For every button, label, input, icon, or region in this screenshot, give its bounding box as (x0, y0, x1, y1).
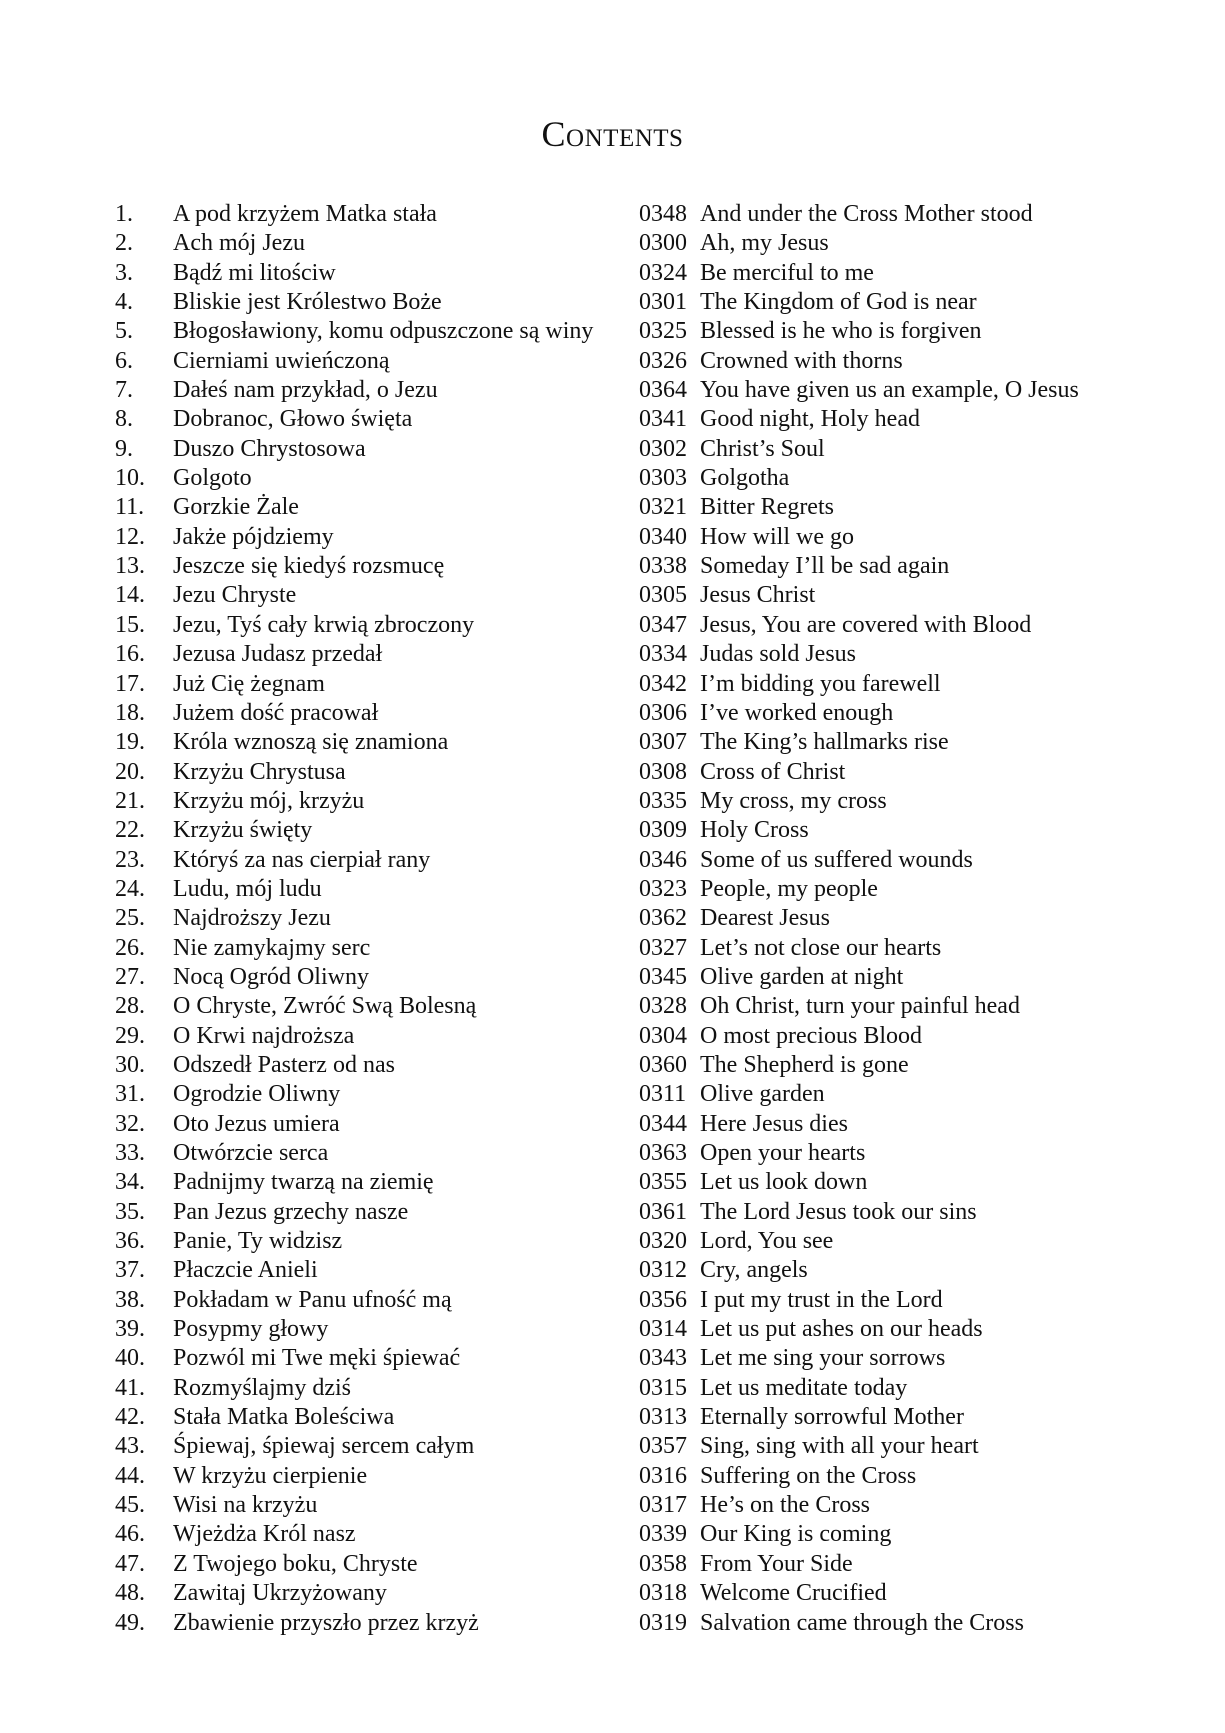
entry-number: 8. (115, 406, 133, 433)
entry-polish-title: Jużem dość pracował (173, 699, 379, 726)
entry-polish-title: Z Twojego boku, Chryste (173, 1550, 418, 1577)
entry-polish-title: Panie, Ty widzisz (173, 1228, 343, 1255)
contents-entry (0, 1110, 1225, 1139)
entry-english-title: How will we go (700, 523, 854, 550)
entry-number: 30. (115, 1051, 145, 1078)
entry-number: 23. (115, 846, 145, 873)
entry-polish-title: Jezu, Tyś cały krwią zbroczony (173, 611, 475, 638)
entry-english-title: Jesus, You are covered with Blood (700, 611, 1032, 638)
entry-number: 48. (115, 1580, 145, 1607)
entry-number: 35. (115, 1198, 145, 1225)
entry-number: 22. (115, 817, 145, 844)
entry-code: 0316 (639, 1462, 687, 1489)
contents-entry (0, 758, 1225, 787)
entry-code: 0314 (639, 1316, 687, 1343)
entry-polish-title: Bądź mi litościw (173, 259, 336, 286)
contents-entry (0, 846, 1225, 875)
entry-polish-title: O Krwi najdroższa (173, 1022, 355, 1049)
contents-entry (0, 670, 1225, 699)
entry-english-title: My cross, my cross (700, 787, 887, 814)
entry-code: 0325 (639, 318, 687, 345)
entry-number: 32. (115, 1110, 145, 1137)
entry-english-title: Christ’s Soul (700, 435, 825, 462)
contents-entry (0, 347, 1225, 376)
entry-number: 34. (115, 1169, 145, 1196)
entry-code: 0357 (639, 1433, 687, 1460)
entry-code: 0363 (639, 1140, 687, 1166)
entry-english-title: Let us put ashes on our heads (700, 1316, 983, 1343)
entry-english-title: Olive garden (700, 1081, 825, 1108)
entry-code: 0347 (639, 611, 687, 638)
entry-polish-title: Odszedł Pasterz od nas (173, 1051, 395, 1078)
entry-english-title: Oh Christ, turn your painful head (700, 993, 1020, 1020)
entry-number: 1. (115, 201, 133, 227)
entry-polish-title: Już Cię żegnam (173, 670, 325, 697)
entry-code: 0303 (639, 465, 687, 492)
entry-number: 41. (115, 1374, 145, 1401)
entry-polish-title: Wjeżdża Król nasz (173, 1521, 356, 1548)
entry-polish-title: Któryś za nas cierpiał rany (173, 846, 431, 873)
entry-english-title: Be merciful to me (700, 259, 874, 286)
contents-entry (0, 1286, 1225, 1315)
entry-english-title: Let’s not close our hearts (700, 934, 942, 961)
entry-code: 0317 (639, 1492, 687, 1519)
entry-number: 39. (115, 1316, 145, 1343)
entry-english-title: I’m bidding you farewell (700, 670, 941, 697)
entry-english-title: Open your hearts (700, 1140, 866, 1166)
contents-entry (0, 1139, 1225, 1168)
entry-code: 0300 (639, 230, 687, 257)
entry-code: 0362 (639, 905, 687, 932)
entry-english-title: Sing, sing with all your heart (700, 1433, 979, 1460)
entry-number: 19. (115, 729, 145, 756)
entry-polish-title: Dobranoc, Głowo święta (173, 406, 413, 433)
entry-english-title: Let us meditate today (700, 1374, 908, 1401)
entry-english-title: Holy Cross (700, 817, 809, 844)
entry-polish-title: Nocą Ogród Oliwny (173, 963, 369, 990)
entry-polish-title: Nie zamykajmy serc (173, 934, 371, 961)
contents-entry (0, 1550, 1225, 1579)
contents-entry (0, 288, 1225, 317)
entry-number: 6. (115, 347, 133, 374)
entry-english-title: Let us look down (700, 1169, 868, 1196)
contents-entry (0, 259, 1225, 288)
contents-entry (0, 992, 1225, 1021)
entry-code: 0340 (639, 523, 687, 550)
entry-english-title: Someday I’ll be sad again (700, 553, 950, 580)
entry-code: 0326 (639, 347, 687, 374)
entry-code: 0348 (639, 201, 687, 227)
entry-number: 2. (115, 230, 133, 257)
entry-english-title: Olive garden at night (700, 963, 904, 990)
entry-code: 0309 (639, 817, 687, 844)
entry-polish-title: Jezu Chryste (173, 582, 297, 609)
contents-entry (0, 464, 1225, 493)
entry-english-title: Golgotha (700, 465, 790, 492)
entry-polish-title: Pokładam w Panu ufność mą (173, 1286, 452, 1313)
entry-number: 10. (115, 465, 145, 492)
entry-code: 0346 (639, 846, 687, 873)
entry-polish-title: Duszo Chrystosowa (173, 435, 366, 462)
entry-english-title: Good night, Holy head (700, 406, 920, 433)
entry-code: 0360 (639, 1051, 687, 1078)
entry-number: 18. (115, 699, 145, 726)
contents-entry (0, 816, 1225, 845)
entry-polish-title: Jakże pójdziemy (173, 523, 334, 550)
entry-number: 45. (115, 1492, 145, 1519)
entry-number: 33. (115, 1140, 145, 1166)
entry-polish-title: Jezusa Judasz przedał (173, 641, 383, 668)
entry-number: 40. (115, 1345, 145, 1372)
entry-polish-title: O Chryste, Zwróć Swą Bolesną (173, 993, 477, 1020)
contents-entry (0, 875, 1225, 904)
contents-entry (0, 1256, 1225, 1285)
entry-code: 0328 (639, 993, 687, 1020)
entry-polish-title: Otwórzcie serca (173, 1140, 329, 1166)
entry-number: 38. (115, 1286, 145, 1313)
entry-english-title: Judas sold Jesus (700, 641, 857, 668)
entry-english-title: Bitter Regrets (700, 494, 834, 521)
contents-entry (0, 1432, 1225, 1461)
entry-polish-title: Ogrodzie Oliwny (173, 1081, 341, 1108)
entry-number: 42. (115, 1404, 145, 1431)
entry-number: 44. (115, 1462, 145, 1489)
entry-polish-title: A pod krzyżem Matka stała (173, 201, 437, 227)
contents-list (0, 200, 1225, 1638)
entry-code: 0302 (639, 435, 687, 462)
entry-polish-title: Posypmy głowy (173, 1316, 329, 1343)
entry-english-title: O most precious Blood (700, 1022, 922, 1049)
entry-english-title: Welcome Crucified (700, 1580, 887, 1607)
entry-english-title: Cry, angels (700, 1257, 808, 1284)
entry-number: 16. (115, 641, 145, 668)
entry-number: 17. (115, 670, 145, 697)
entry-english-title: Ah, my Jesus (700, 230, 829, 257)
contents-entry (0, 317, 1225, 346)
entry-number: 5. (115, 318, 133, 345)
entry-polish-title: Jeszcze się kiedyś rozsmucę (173, 553, 445, 580)
entry-polish-title: Ludu, mój ludu (173, 875, 322, 902)
contents-entry (0, 1462, 1225, 1491)
entry-code: 0327 (639, 934, 687, 961)
entry-number: 14. (115, 582, 145, 609)
contents-entry (0, 1609, 1225, 1638)
contents-entry (0, 581, 1225, 610)
entry-code: 0306 (639, 699, 687, 726)
contents-entry (0, 1080, 1225, 1109)
entry-code: 0315 (639, 1374, 687, 1401)
entry-code: 0323 (639, 875, 687, 902)
entry-english-title: You have given us an example, O Jesus (700, 377, 1079, 404)
contents-entry (0, 1227, 1225, 1256)
contents-entry (0, 1491, 1225, 1520)
entry-english-title: People, my people (700, 875, 878, 902)
entry-english-title: From Your Side (700, 1550, 853, 1577)
entry-english-title: I’ve worked enough (700, 699, 894, 726)
contents-entry (0, 1344, 1225, 1373)
entry-english-title: Eternally sorrowful Mother (700, 1404, 964, 1431)
entry-code: 0339 (639, 1521, 687, 1548)
contents-entry (0, 405, 1225, 434)
contents-entry (0, 229, 1225, 258)
entry-number: 46. (115, 1521, 145, 1548)
contents-entry (0, 523, 1225, 552)
entry-polish-title: Pan Jezus grzechy nasze (173, 1198, 409, 1225)
contents-entry (0, 1168, 1225, 1197)
contents-entry (0, 640, 1225, 669)
entry-polish-title: Wisi na krzyżu (173, 1492, 318, 1519)
entry-english-title: Dearest Jesus (700, 905, 830, 932)
entry-code: 0313 (639, 1404, 687, 1431)
entry-code: 0324 (639, 259, 687, 286)
entry-english-title: Jesus Christ (700, 582, 816, 609)
entry-english-title: The King’s hallmarks rise (700, 729, 949, 756)
entry-english-title: Blessed is he who is forgiven (700, 318, 982, 345)
entry-english-title: The Shepherd is gone (700, 1051, 909, 1078)
entry-number: 31. (115, 1081, 145, 1108)
entry-polish-title: Błogosławiony, komu odpuszczone są winy (173, 318, 594, 345)
entry-code: 0364 (639, 377, 687, 404)
entry-number: 15. (115, 611, 145, 638)
entry-number: 37. (115, 1257, 145, 1284)
entry-polish-title: Padnijmy twarzą na ziemię (173, 1169, 434, 1196)
entry-number: 20. (115, 758, 145, 785)
entry-number: 24. (115, 875, 145, 902)
entry-polish-title: Bliskie jest Królestwo Boże (173, 289, 442, 316)
entry-code: 0321 (639, 494, 687, 521)
entry-code: 0319 (639, 1609, 687, 1636)
entry-number: 47. (115, 1550, 145, 1577)
entry-polish-title: Cierniami uwieńczoną (173, 347, 390, 374)
entry-code: 0311 (639, 1081, 687, 1108)
entry-polish-title: Golgoto (173, 465, 252, 492)
entry-code: 0318 (639, 1580, 687, 1607)
entry-number: 27. (115, 963, 145, 990)
contents-entry (0, 728, 1225, 757)
entry-polish-title: Króla wznoszą się znamiona (173, 729, 449, 756)
entry-code: 0355 (639, 1169, 687, 1196)
entry-number: 21. (115, 787, 145, 814)
entry-code: 0344 (639, 1110, 687, 1137)
contents-entry (0, 200, 1225, 229)
entry-number: 7. (115, 377, 133, 404)
contents-entry (0, 904, 1225, 933)
contents-entry (0, 1579, 1225, 1608)
entry-number: 13. (115, 553, 145, 580)
entry-english-title: The Lord Jesus took our sins (700, 1198, 977, 1225)
entry-polish-title: Krzyżu Chrystusa (173, 758, 346, 785)
entry-code: 0358 (639, 1550, 687, 1577)
entry-number: 36. (115, 1228, 145, 1255)
entry-number: 49. (115, 1609, 145, 1636)
entry-polish-title: Krzyżu mój, krzyżu (173, 787, 365, 814)
entry-number: 25. (115, 905, 145, 932)
entry-code: 0305 (639, 582, 687, 609)
entry-polish-title: Zbawienie przyszło przez krzyż (173, 1609, 479, 1636)
entry-code: 0312 (639, 1257, 687, 1284)
entry-code: 0335 (639, 787, 687, 814)
entry-number: 29. (115, 1022, 145, 1049)
entry-english-title: Let me sing your sorrows (700, 1345, 946, 1372)
entry-code: 0342 (639, 670, 687, 697)
entry-code: 0308 (639, 758, 687, 785)
entry-number: 12. (115, 523, 145, 550)
contents-entry (0, 787, 1225, 816)
entry-english-title: Lord, You see (700, 1228, 834, 1255)
entry-number: 43. (115, 1433, 145, 1460)
entry-code: 0345 (639, 963, 687, 990)
entry-polish-title: Oto Jezus umiera (173, 1110, 340, 1137)
entry-code: 0307 (639, 729, 687, 756)
entry-polish-title: Dałeś nam przykład, o Jezu (173, 377, 438, 404)
contents-entry (0, 1520, 1225, 1549)
entry-english-title: Suffering on the Cross (700, 1462, 917, 1489)
contents-entry (0, 699, 1225, 728)
entry-number: 11. (115, 494, 145, 521)
entry-code: 0343 (639, 1345, 687, 1372)
entry-code: 0341 (639, 406, 687, 433)
entry-english-title: Cross of Christ (700, 758, 846, 785)
entry-code: 0304 (639, 1022, 687, 1049)
entry-polish-title: Stała Matka Boleściwa (173, 1404, 395, 1431)
entry-english-title: And under the Cross Mother stood (700, 201, 1033, 227)
entry-polish-title: Płaczcie Anieli (173, 1257, 318, 1284)
contents-entry (0, 1198, 1225, 1227)
entry-number: 4. (115, 289, 133, 316)
contents-entry (0, 963, 1225, 992)
page-title: Contents (541, 114, 684, 154)
entry-english-title: He’s on the Cross (700, 1492, 870, 1519)
entry-number: 26. (115, 934, 145, 961)
entry-polish-title: Pozwól mi Twe męki śpiewać (173, 1345, 461, 1372)
entry-number: 3. (115, 259, 133, 286)
entry-english-title: Some of us suffered wounds (700, 846, 973, 873)
contents-entry (0, 552, 1225, 581)
entry-polish-title: Krzyżu święty (173, 817, 313, 844)
entry-number: 9. (115, 435, 133, 462)
contents-entry (0, 1051, 1225, 1080)
entry-polish-title: Gorzkie Żale (173, 494, 299, 521)
contents-entry (0, 1374, 1225, 1403)
entry-polish-title: Ach mój Jezu (173, 230, 305, 257)
entry-code: 0338 (639, 553, 687, 580)
contents-entry (0, 1403, 1225, 1432)
contents-entry (0, 376, 1225, 405)
entry-code: 0320 (639, 1228, 687, 1255)
contents-entry (0, 1315, 1225, 1344)
entry-polish-title: Śpiewaj, śpiewaj sercem całym (173, 1433, 475, 1460)
entry-english-title: Here Jesus dies (700, 1110, 848, 1137)
entry-polish-title: Najdroższy Jezu (173, 905, 331, 932)
entry-number: 28. (115, 993, 145, 1020)
entry-code: 0334 (639, 641, 687, 668)
contents-entry (0, 934, 1225, 963)
entry-english-title: I put my trust in the Lord (700, 1286, 943, 1313)
contents-entry (0, 435, 1225, 464)
entry-polish-title: W krzyżu cierpienie (173, 1462, 368, 1489)
contents-entry (0, 493, 1225, 522)
entry-code: 0356 (639, 1286, 687, 1313)
entry-english-title: The Kingdom of God is near (700, 289, 977, 316)
contents-entry (0, 611, 1225, 640)
entry-code: 0361 (639, 1198, 687, 1225)
contents-entry (0, 1022, 1225, 1051)
entry-english-title: Crowned with thorns (700, 347, 903, 374)
entry-polish-title: Rozmyślajmy dziś (173, 1374, 351, 1401)
entry-english-title: Salvation came through the Cross (700, 1609, 1024, 1636)
entry-polish-title: Zawitaj Ukrzyżowany (173, 1580, 387, 1607)
entry-english-title: Our King is coming (700, 1521, 892, 1548)
entry-code: 0301 (639, 289, 687, 316)
